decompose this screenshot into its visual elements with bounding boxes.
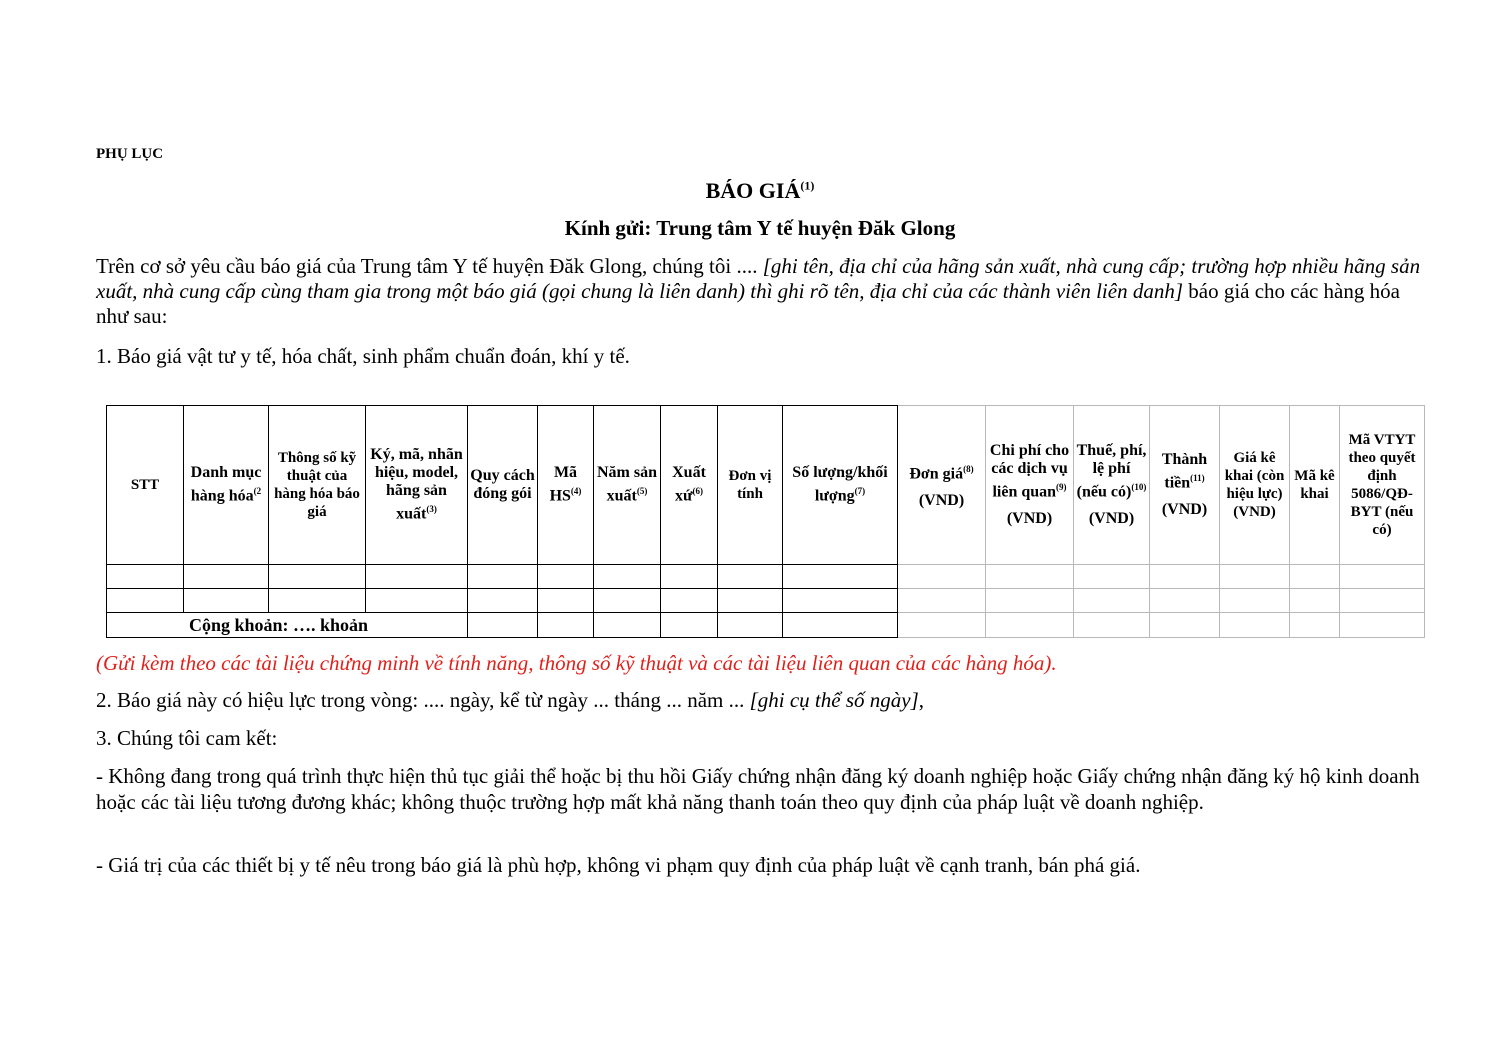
commit-item-2: - Giá trị của các thiết bị y tế nêu trong báo giá là phù hợp, không vi phạm quy định của pháp luật về cạnh tranh, bán phá giá. [96,853,1141,877]
attachment-note: (Gửi kèm theo các tài liệu chứng minh về tính năng, thông số kỹ thuật và các tài liệu liên quan của các hàng hóa). [96,651,1057,675]
title-footnote: (1) [800,178,815,193]
intro-lead: Trên cơ sở yêu cầu báo giá của Trung tâm Y tế huyện Đăk Glong, chúng tôi .... [96,254,758,278]
col-thue: Thuế, phí, lệ phí (nếu có)$^{(10)}$ (VND) [1074,406,1150,565]
col-ma-ke-khai: Mã kê khai [1290,406,1340,565]
validity-text: 2. Báo giá này có hiệu lực trong vòng: .... ngày, kể từ ngày ... tháng ... năm ... [96,688,745,712]
table-header-row [107,406,1425,565]
col-thong-so: Thông số kỹ thuật của hàng hóa báo giá [269,406,366,565]
document-title [0,178,1500,204]
intro-tail: báo giá cho các hàng hóa như sau: [96,279,1400,328]
col-don-vi: Đơn vị tính [718,406,783,565]
recipient-line: Kính gửi: Trung tâm Y tế huyện Đăk Glong [564,216,956,240]
col-xuat-xu: Xuất xứ$^{(6)}$ [661,406,718,565]
col-so-luong: Số lượng/khối lượng$^{(7)}$ [783,406,898,565]
col-chi-phi: Chi phí cho các dịch vụ liên quan$^{(9)}$ (VND) [986,406,1074,565]
intro-placeholder: [ghi tên, địa chỉ của hãng sản xuất, nhà cung cấp; trường hợp nhiều hãng sản xuất, nhà cung cấp cùng tham gia trong một báo giá (gọi chung là liên danh) thì ghi rõ tên, địa chỉ của các thành viên liên danh] [96,254,1421,303]
table-row [107,589,1425,613]
commit-item-1: - Không đang trong quá trình thực hiện thủ tục giải thể hoặc bị thu hồi Giấy chứng nhận đăng ký doanh nghiệp hoặc Giấy chứng nhận đăng ký hộ kinh doanh hoặc các tài liệu tương đương khác; không thuộc trường hợp mất khả năng thanh toán theo quy định của pháp luật về doanh nghiệp. [96,764,1420,814]
quote-table [106,405,1425,638]
table-total-row [107,613,1425,638]
col-danh-muc: Danh mục hàng hóa$^{(2}$ [184,406,269,565]
total-label: Cộng khoản: …. khoản [107,613,468,638]
appendix-label: PHỤ LỤC [96,146,164,162]
col-don-gia: Đơn giá$^{(8)}$ (VND) [898,406,986,565]
table-row [107,565,1425,589]
col-gia-ke-khai: Giá kê khai (còn hiệu lực) (VND) [1220,406,1290,565]
col-nam-sx: Năm sản xuất$^{(5)}$ [594,406,661,565]
col-ma-vtyt: Mã VTYT theo quyết định 5086/QĐ-BYT (nếu có) [1340,406,1425,565]
col-ky-ma: Ký, mã, nhãn hiệu, model, hãng sản xuất$^{(3)}$ [366,406,468,565]
intro-paragraph [96,254,1426,329]
col-quy-cach: Quy cách đóng gói [468,406,538,565]
commit-heading: 3. Chúng tôi cam kết: [96,726,278,750]
section-1-heading: 1. Báo giá vật tư y tế, hóa chất, sinh phẩm chuẩn đoán, khí y tế. [96,344,630,368]
validity-placeholder: [ghi cụ thể số ngày] [749,688,919,712]
col-thanh-tien: Thành tiền$^{(11)}$ (VND) [1150,406,1220,565]
title-text: BÁO GIÁ [705,178,801,203]
col-stt: STT [107,406,184,565]
col-ma-hs: Mã HS$^{(4)}$ [538,406,594,565]
validity-end: , [918,688,925,712]
validity-paragraph [96,688,924,713]
